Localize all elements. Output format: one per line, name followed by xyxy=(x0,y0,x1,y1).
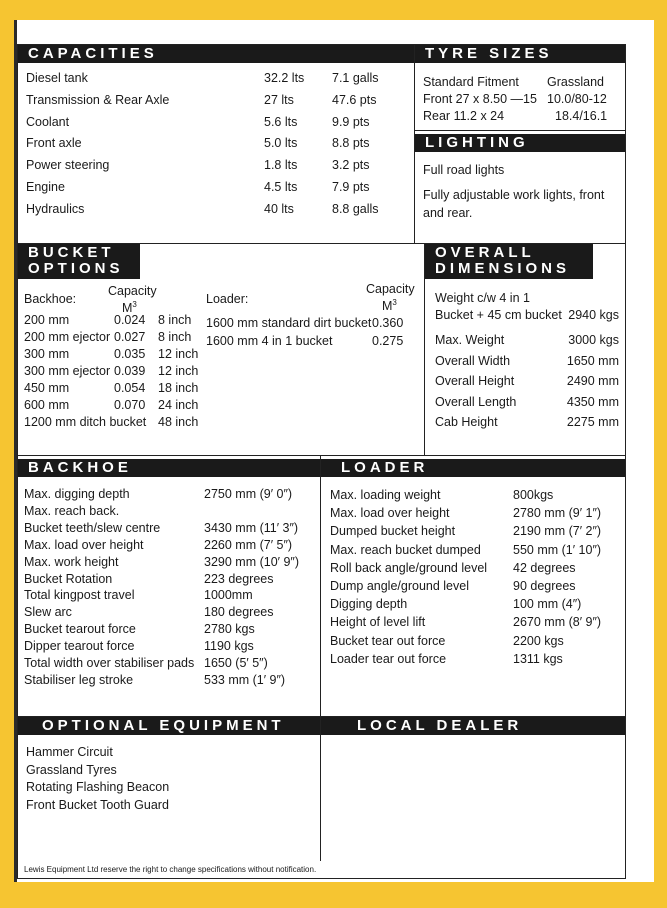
backhoe-spec-label: Stabiliser leg stroke xyxy=(24,672,134,687)
loader-spec-label: Height of level lift xyxy=(330,615,426,630)
backhoe-bucket-inch: 12 inch xyxy=(158,364,199,378)
optional-equipment-item: Rotating Flashing Beacon xyxy=(26,780,170,794)
backhoe-spec-value: 2750 mm (9′ 0″) xyxy=(204,487,293,501)
optional-equipment-item: Hammer Circuit xyxy=(26,745,113,759)
backhoe-bucket-inch: 24 inch xyxy=(158,398,199,412)
dimension-value: 3000 kgs xyxy=(568,333,619,347)
loader-section xyxy=(320,455,626,717)
local-dealer-section xyxy=(320,716,626,862)
capacity-imperial: 3.2 pts xyxy=(332,158,370,173)
backhoe-spec-label: Bucket tearout force xyxy=(24,622,136,637)
capacity-label: Transmission & Rear Axle xyxy=(26,92,170,107)
bucket-options-title xyxy=(18,244,140,279)
backhoe-bucket-size: 200 mm xyxy=(24,313,70,327)
lighting-section xyxy=(414,130,626,244)
capacity-imperial: 8.8 galls xyxy=(332,201,379,216)
tyre-col-grassland: Grassland xyxy=(547,75,604,89)
backhoe-spec-label: Total width over stabiliser pads xyxy=(24,656,195,670)
tyre-rear-label: Rear 11.2 x 24 xyxy=(423,109,505,123)
backhoe-bucket-inch: 12 inch xyxy=(158,347,199,361)
capacities-title: CAPACITIES xyxy=(18,45,414,63)
loader-spec-label: Max. loading weight xyxy=(330,488,441,502)
backhoe-bucket-size: 200 mm ejector xyxy=(24,330,111,344)
bucket-options-title-line1: BUCKET xyxy=(28,244,115,261)
backhoe-bucket-inch: 8 inch xyxy=(158,313,192,327)
loader-spec-label: Bucket tear out force xyxy=(330,633,446,648)
dimension-value: 2275 mm xyxy=(566,415,619,429)
optional-equipment-item: Front Bucket Tooth Guard xyxy=(26,797,169,812)
dimension-value: 1650 mm xyxy=(566,353,619,368)
capacity-imperial: 47.6 pts xyxy=(332,92,377,107)
tyre-front-label: Front 27 x 8.50 —15 xyxy=(423,92,537,106)
loader-spec-value: 2190 mm (7′ 2″) xyxy=(513,524,602,539)
backhoe-spec-value: 2260 mm (7′ 5″) xyxy=(204,537,293,552)
lighting-line-1: Full road lights xyxy=(423,163,505,177)
backhoe-title: BACKHOE xyxy=(18,459,320,477)
loader-spec-label: Dumped bucket height xyxy=(330,524,456,539)
backhoe-capacity-unit-m: M xyxy=(122,301,133,316)
loader-spec-value: 42 degrees xyxy=(513,560,576,575)
loader-capacity-unit-m: M xyxy=(382,299,393,314)
backhoe-spec-label: Bucket Rotation xyxy=(24,571,113,586)
tyre-front-value: 10.0/80-12 xyxy=(547,92,607,106)
loader-bucket-capacity: 0.275 xyxy=(372,334,404,348)
dimension-value: 2490 mm xyxy=(566,374,619,388)
overall-dimensions-section xyxy=(424,243,626,456)
dimension-label: Cab Height xyxy=(435,415,498,429)
dimension-label: Max. Weight xyxy=(435,333,505,347)
backhoe-bucket-inch: 48 inch xyxy=(158,415,199,429)
loader-title: LOADER xyxy=(321,459,625,477)
capacity-metric: 27 lts xyxy=(264,92,294,107)
tyre-sizes-section xyxy=(414,44,626,131)
backhoe-bucket-size: 300 mm ejector xyxy=(24,364,111,378)
footer-section xyxy=(17,861,626,879)
capacity-label: Coolant xyxy=(26,114,70,129)
tyre-col-standard: Standard Fitment xyxy=(423,75,519,89)
weight-value: 2940 kgs xyxy=(568,308,619,322)
backhoe-spec-value: 1650 (5′ 5″) xyxy=(204,656,268,670)
capacity-label: Hydraulics xyxy=(26,201,85,216)
overall-dimensions-title xyxy=(425,244,593,279)
loader-capacity-label: Capacity xyxy=(366,282,415,296)
dimension-label: Overall Length xyxy=(435,394,517,409)
backhoe-spec-value: 1000mm xyxy=(204,588,253,603)
loader-spec-label: Roll back angle/ground level xyxy=(330,560,488,575)
loader-spec-value: 90 degrees xyxy=(513,579,576,593)
loader-spec-label: Max. reach bucket dumped xyxy=(330,542,481,557)
backhoe-spec-value: 3430 mm (11′ 3″) xyxy=(204,520,299,535)
loader-label: Loader: xyxy=(206,292,249,306)
capacity-label: Diesel tank xyxy=(26,71,88,85)
loader-spec-value: 800kgs xyxy=(513,488,554,502)
capacity-label: Engine xyxy=(26,180,65,194)
optional-equipment-section xyxy=(17,716,321,862)
backhoe-spec-label: Bucket teeth/slew centre xyxy=(24,520,161,535)
weight-line-2: Bucket + 45 cm bucket xyxy=(435,308,562,322)
capacities-section xyxy=(17,44,415,244)
capacity-imperial: 7.9 pts xyxy=(332,180,370,194)
optional-equipment-title: OPTIONAL EQUIPMENT xyxy=(18,717,320,735)
capacity-imperial: 7.1 galls xyxy=(332,71,379,85)
capacity-label: Power steering xyxy=(26,158,110,173)
backhoe-bucket-inch: 8 inch xyxy=(158,330,192,344)
backhoe-bucket-size: 1200 mm ditch bucket xyxy=(24,415,147,429)
capacity-imperial: 8.8 pts xyxy=(332,136,370,151)
backhoe-spec-label: Slew arc xyxy=(24,605,72,620)
dimension-value: 4350 mm xyxy=(566,394,619,409)
capacity-imperial: 9.9 pts xyxy=(332,114,370,129)
backhoe-spec-label: Max. digging depth xyxy=(24,487,130,501)
dimension-label: Overall Height xyxy=(435,374,515,388)
backhoe-bucket-capacity: 0.070 xyxy=(114,398,146,412)
backhoe-spec-label: Max. work height xyxy=(24,554,119,569)
backhoe-spec-label: Dipper tearout force xyxy=(24,639,135,654)
loader-spec-value: 1311 kgs xyxy=(513,651,563,666)
overall-dimensions-title-line1: OVERALL xyxy=(435,244,535,261)
backhoe-bucket-size: 600 mm xyxy=(24,398,70,412)
lighting-line-3: and rear. xyxy=(423,206,473,220)
optional-equipment-item: Grassland Tyres xyxy=(26,762,117,777)
footer-note: Lewis Equipment Ltd reserve the right to change specifications without notification. xyxy=(24,865,317,874)
bucket-options-title-line2: OPTIONS xyxy=(28,260,124,277)
backhoe-label: Backhoe: xyxy=(24,292,77,306)
backhoe-bucket-inch: 18 inch xyxy=(158,381,199,395)
loader-spec-value: 2780 mm (9′ 1″) xyxy=(513,506,602,521)
backhoe-bucket-size: 450 mm xyxy=(24,381,70,395)
loader-spec-value: 100 mm (4″) xyxy=(513,597,582,612)
loader-bucket-size: 1600 mm 4 in 1 bucket xyxy=(206,334,333,348)
loader-spec-label: Max. load over height xyxy=(330,506,450,521)
backhoe-spec-value: 3290 mm (10′ 9″) xyxy=(204,554,300,569)
backhoe-bucket-capacity: 0.035 xyxy=(114,347,146,361)
loader-capacity-unit xyxy=(382,298,397,313)
weight-line-1: Weight c/w 4 in 1 xyxy=(435,291,530,305)
capacity-metric: 5.0 lts xyxy=(264,136,298,151)
backhoe-spec-label: Total kingpost travel xyxy=(24,588,135,603)
backhoe-spec-value: 2780 kgs xyxy=(204,622,255,637)
backhoe-bucket-capacity: 0.054 xyxy=(114,381,146,395)
backhoe-spec-value: 533 mm (1′ 9″) xyxy=(204,672,286,687)
capacity-metric: 4.5 lts xyxy=(264,180,298,194)
loader-bucket-capacity: 0.360 xyxy=(372,316,404,330)
loader-spec-value: 2670 mm (8′ 9″) xyxy=(513,615,602,630)
backhoe-capacity-label: Capacity xyxy=(108,284,157,298)
capacity-metric: 32.2 lts xyxy=(264,71,305,85)
backhoe-spec-value: 180 degrees xyxy=(204,605,274,620)
tyre-sizes-title: TYRE SIZES xyxy=(415,45,625,63)
backhoe-bucket-capacity: 0.024 xyxy=(114,313,146,327)
lighting-line-2: Fully adjustable work lights, front xyxy=(423,188,605,202)
loader-bucket-size: 1600 mm standard dirt bucket xyxy=(206,316,372,330)
backhoe-spec-value: 223 degrees xyxy=(204,571,274,586)
local-dealer-title: LOCAL DEALER xyxy=(321,717,625,735)
overall-dimensions-title-line2: DIMENSIONS xyxy=(435,260,571,277)
bucket-options-section xyxy=(17,243,425,456)
loader-spec-label: Dump angle/ground level xyxy=(330,579,469,593)
loader-spec-value: 550 mm (1′ 10″) xyxy=(513,542,602,557)
backhoe-section xyxy=(17,455,321,717)
capacity-metric: 5.6 lts xyxy=(264,114,298,129)
lighting-title: LIGHTING xyxy=(415,134,625,152)
loader-spec-label: Loader tear out force xyxy=(330,651,447,666)
backhoe-bucket-capacity: 0.027 xyxy=(114,330,146,344)
capacity-metric: 40 lts xyxy=(264,201,294,216)
backhoe-spec-label: Max. reach back. xyxy=(24,503,120,518)
backhoe-capacity-unit-sup: 3 xyxy=(132,300,137,309)
backhoe-spec-value: 1190 kgs xyxy=(204,639,254,654)
dimension-label: Overall Width xyxy=(435,353,511,368)
loader-spec-label: Digging depth xyxy=(330,597,408,612)
capacity-metric: 1.8 lts xyxy=(264,158,298,173)
loader-capacity-unit-sup: 3 xyxy=(392,298,397,307)
loader-spec-value: 2200 kgs xyxy=(513,633,564,648)
capacity-label: Front axle xyxy=(26,136,82,151)
backhoe-bucket-capacity: 0.039 xyxy=(114,364,146,378)
backhoe-bucket-size: 300 mm xyxy=(24,347,70,361)
tyre-rear-value: 18.4/16.1 xyxy=(555,109,608,123)
backhoe-spec-label: Max. load over height xyxy=(24,537,144,552)
